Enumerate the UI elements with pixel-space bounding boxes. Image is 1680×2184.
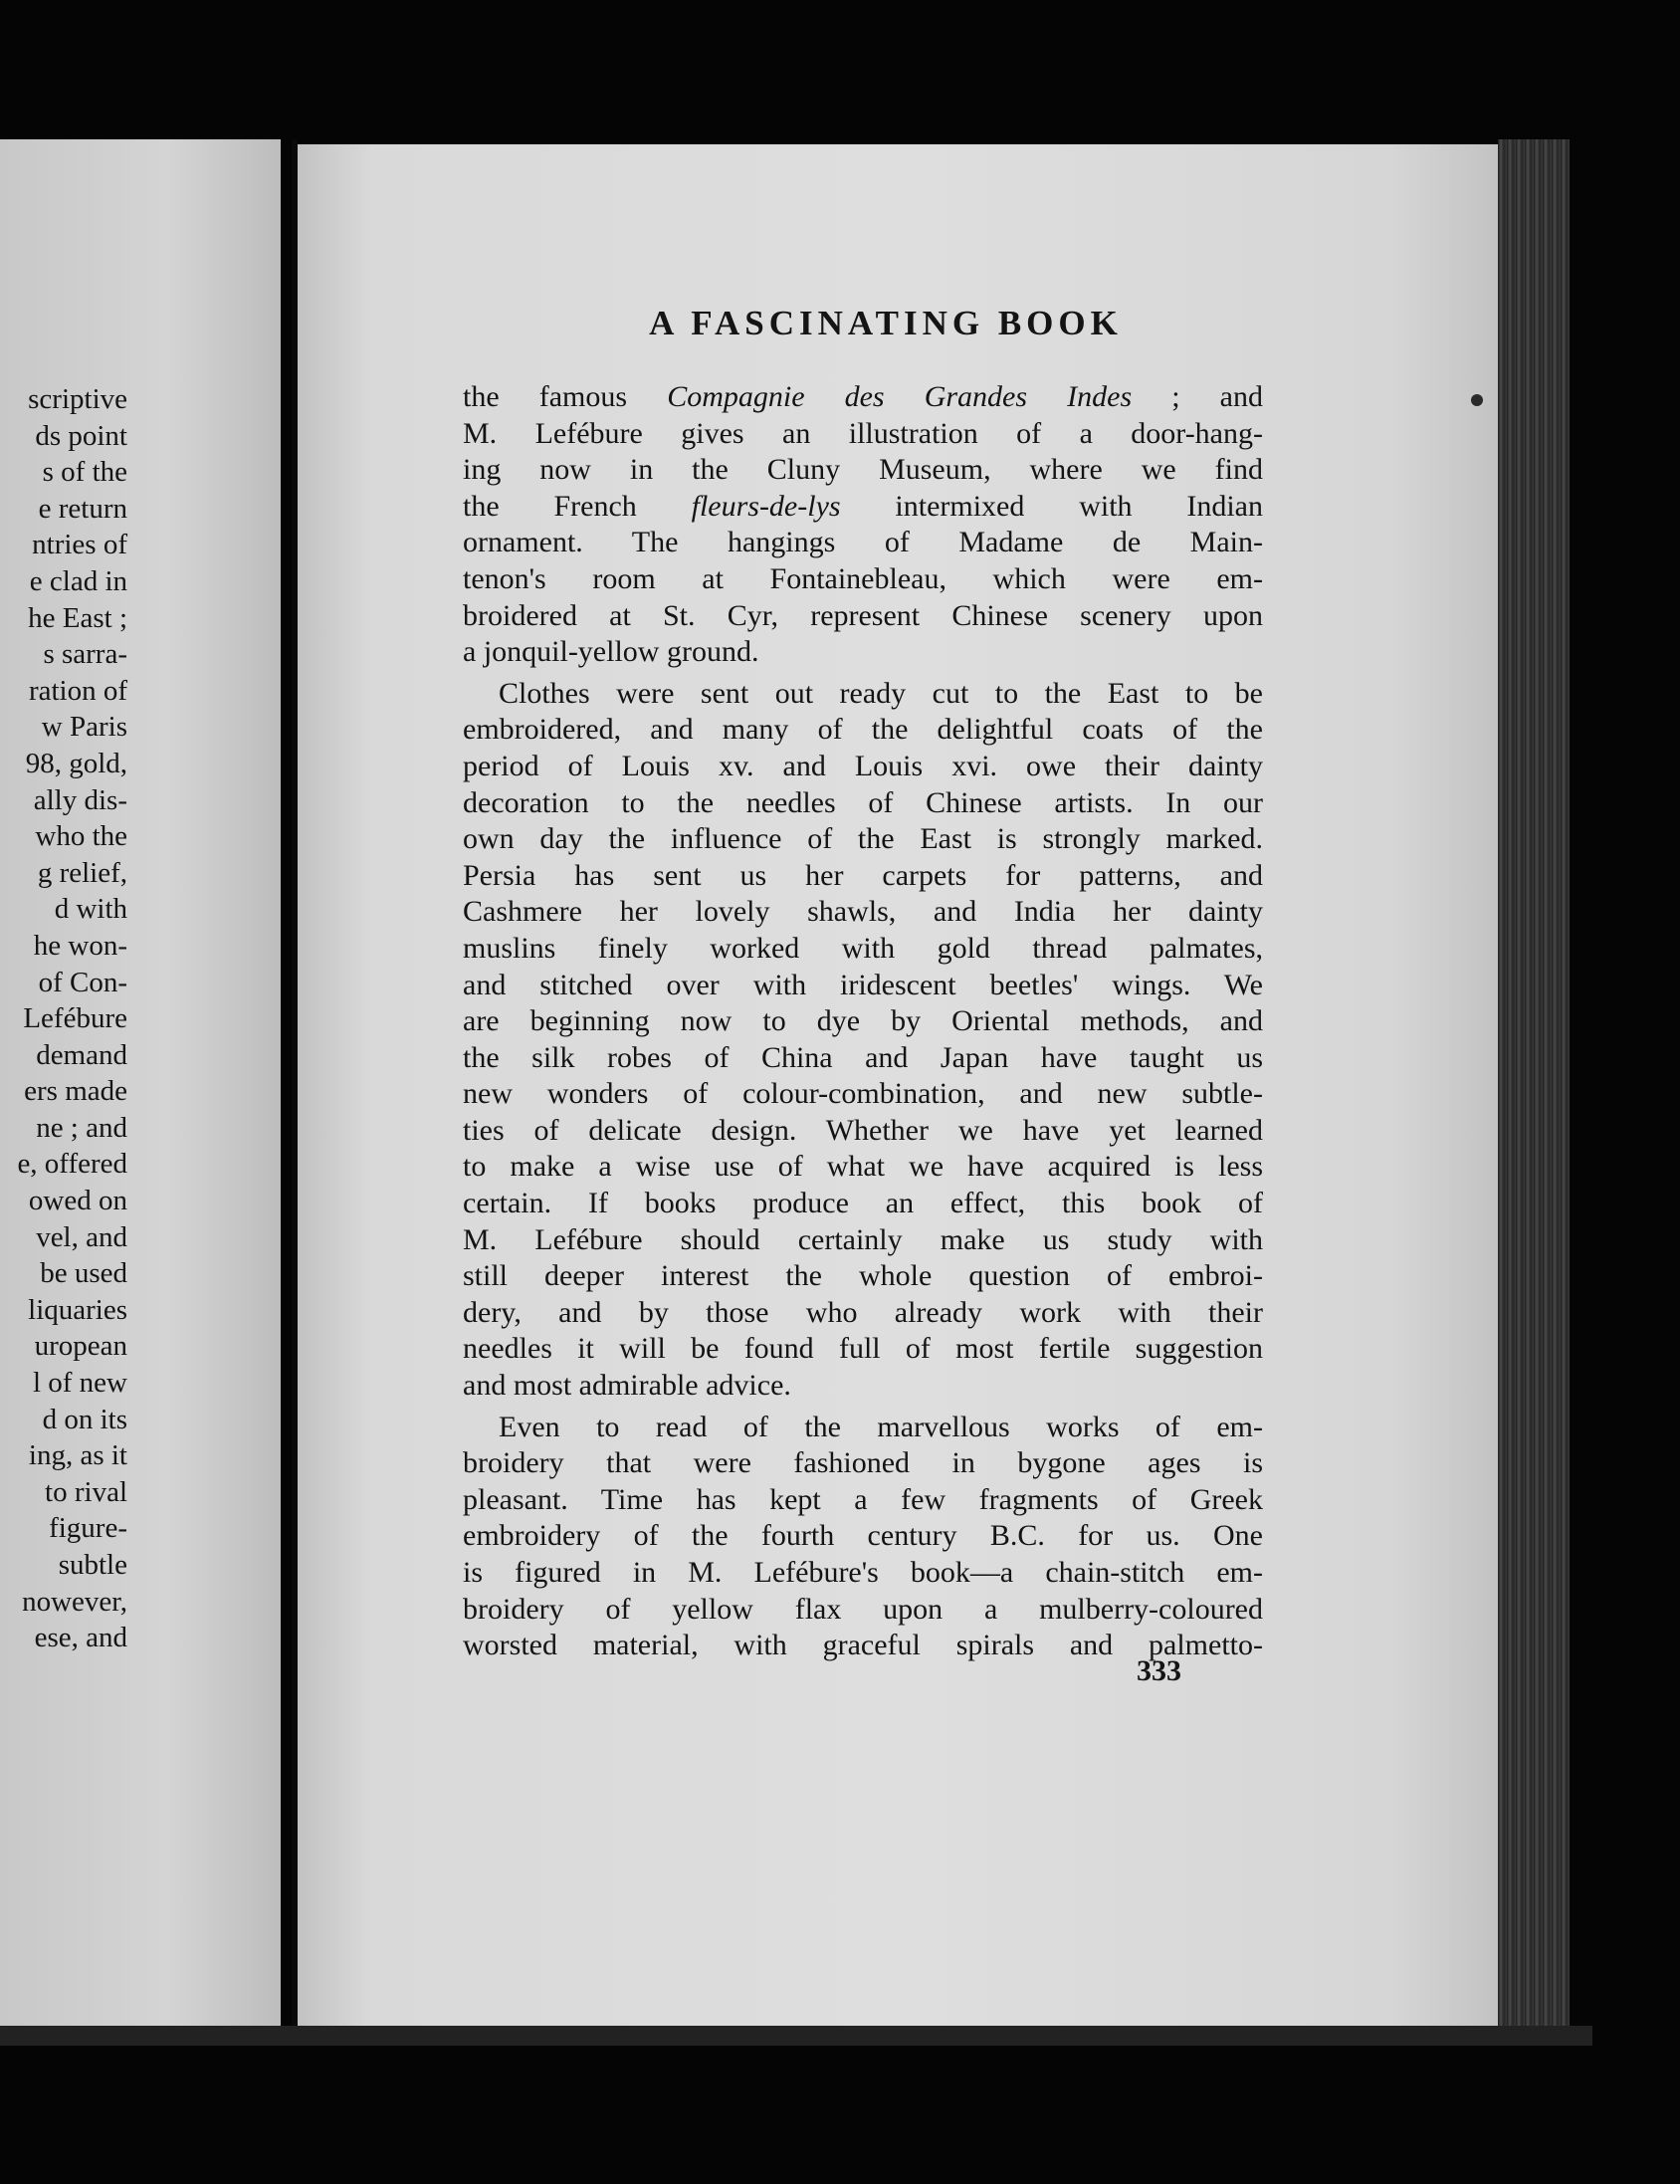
left-page-line: 98, gold,: [25, 747, 127, 779]
left-page-line: ds point: [35, 419, 127, 452]
text-line: are beginning now to dye by Oriental methods, and: [463, 1004, 1263, 1038]
page-edge: [1498, 139, 1570, 2026]
text-line: embroidery of the fourth century B.C. for us. One: [463, 1519, 1263, 1553]
text-line: and stitched over with iridescent beetles' wings. We: [463, 968, 1263, 1001]
text-line: embroidered, and many of the delightful coats of the: [463, 713, 1263, 747]
text-line: muslins finely worked with gold thread palmates,: [463, 931, 1263, 965]
page-number: 333: [1137, 1654, 1181, 1687]
left-page-line: nowever,: [22, 1585, 127, 1618]
left-page-line: d on its: [42, 1403, 127, 1435]
left-page-line: figure-: [49, 1512, 127, 1545]
left-page-line: e clad in: [29, 564, 127, 597]
text-line: to make a wise use of what we have acquired is less: [463, 1150, 1263, 1184]
text-line: still deeper interest the whole question of embroi-: [463, 1259, 1263, 1293]
text-line: broidery that were fashioned in bygone ages is: [463, 1446, 1263, 1480]
text-line: period of Louis xv. and Louis xvi. owe their dainty: [463, 749, 1263, 782]
text-line: Even to read of the marvellous works of em-: [499, 1410, 1263, 1443]
paragraph: [463, 1410, 1263, 1664]
text-line: needles it will be found full of most fertile suggestion: [463, 1332, 1263, 1366]
body-text: [463, 379, 1263, 1664]
text-line: certain. If books produce an effect, this book of: [463, 1187, 1263, 1220]
text-line: ornament. The hangings of Madame de Main-: [463, 526, 1263, 559]
left-page-line: uropean: [34, 1330, 127, 1363]
left-page-line: vel, and: [36, 1220, 127, 1253]
left-page-line: be used: [40, 1257, 127, 1290]
left-page-line: ne ; and: [36, 1111, 127, 1144]
left-page-line: e return: [38, 492, 127, 525]
left-page-line: he won-: [33, 929, 127, 962]
text-line: the famous Compagnie des Grandes Indes ; and: [463, 380, 1264, 413]
left-page-line: Lefébure: [23, 1002, 127, 1035]
text-line: broidered at St. Cyr, represent Chinese scenery upon: [463, 598, 1263, 632]
left-page-line: w Paris: [41, 711, 127, 744]
text-line: decoration to the needles of Chinese artists. In our: [463, 785, 1263, 819]
text-line: new wonders of colour-combination, and new subtle-: [463, 1077, 1263, 1111]
left-page-line: s sarra-: [43, 638, 127, 671]
left-page-line: who the: [35, 820, 127, 853]
left-page-line: liquaries: [28, 1293, 127, 1326]
text-line: the silk robes of China and Japan have taught us: [463, 1040, 1263, 1074]
text-line: Persia has sent us her carpets for patterns, and: [463, 858, 1263, 892]
left-page-line: ers made: [24, 1075, 127, 1108]
text-line: broidery of yellow flax upon a mulberry-coloured: [463, 1592, 1263, 1626]
text-line: ties of delicate design. Whether we have yet learned: [463, 1113, 1263, 1147]
left-page-line: ing, as it: [28, 1439, 127, 1472]
ornament-icon: [1467, 390, 1487, 410]
left-page-text: [17, 381, 127, 1656]
text-line: dery, and by those who already work with their: [463, 1295, 1263, 1329]
text-line: a jonquil-yellow ground.: [463, 635, 759, 669]
text-line: ing now in the Cluny Museum, where we find: [463, 453, 1263, 487]
left-page-line: s of the: [42, 456, 127, 489]
text-line: worsted material, with graceful spirals and palmetto-: [463, 1629, 1263, 1662]
left-page-line: of Con-: [38, 966, 127, 998]
bottom-shadow: [0, 2026, 1592, 2046]
running-header: A FASCINATING BOOK: [649, 304, 1123, 342]
text-line: and most admirable advice.: [463, 1369, 791, 1403]
left-page-line: ntries of: [32, 529, 127, 561]
left-page-line: d with: [54, 893, 127, 926]
left-page-line: demand: [36, 1038, 127, 1071]
left-page-line: to rival: [45, 1475, 127, 1508]
left-page-line: l of new: [32, 1367, 127, 1400]
left-page-line: subtle: [58, 1549, 127, 1581]
text-line: the French fleurs-de-lys intermixed with Indian: [463, 489, 1263, 523]
paragraph: [463, 379, 1263, 671]
left-page-line: he East ;: [28, 601, 127, 634]
text-line: M. Lefébure should certainly make us study with: [463, 1222, 1263, 1256]
text-line: Cashmere her lovely shawls, and India her dainty: [463, 895, 1263, 929]
text-line: is figured in M. Lefébure's book—a chain-stitch em-: [463, 1556, 1263, 1589]
text-line: Clothes were sent out ready cut to the East to be: [499, 676, 1263, 710]
text-line: own day the influence of the East is strongly marked.: [463, 822, 1263, 856]
left-page-line: ese, and: [34, 1622, 127, 1654]
left-page-line: owed on: [28, 1185, 127, 1217]
left-page-line: ration of: [28, 674, 127, 707]
left-page-line: e, offered: [17, 1148, 127, 1181]
text-line: pleasant. Time has kept a few fragments of Greek: [463, 1482, 1263, 1516]
left-page-line: scriptive: [28, 383, 127, 415]
left-page: [0, 139, 281, 2026]
paragraph: [463, 676, 1263, 1405]
left-page-line: g relief,: [37, 856, 127, 889]
text-line: M. Lefébure gives an illustration of a door-hang-: [463, 416, 1263, 450]
text-line: tenon's room at Fontainebleau, which were em-: [463, 561, 1263, 595]
left-page-line: ally dis-: [33, 783, 127, 816]
